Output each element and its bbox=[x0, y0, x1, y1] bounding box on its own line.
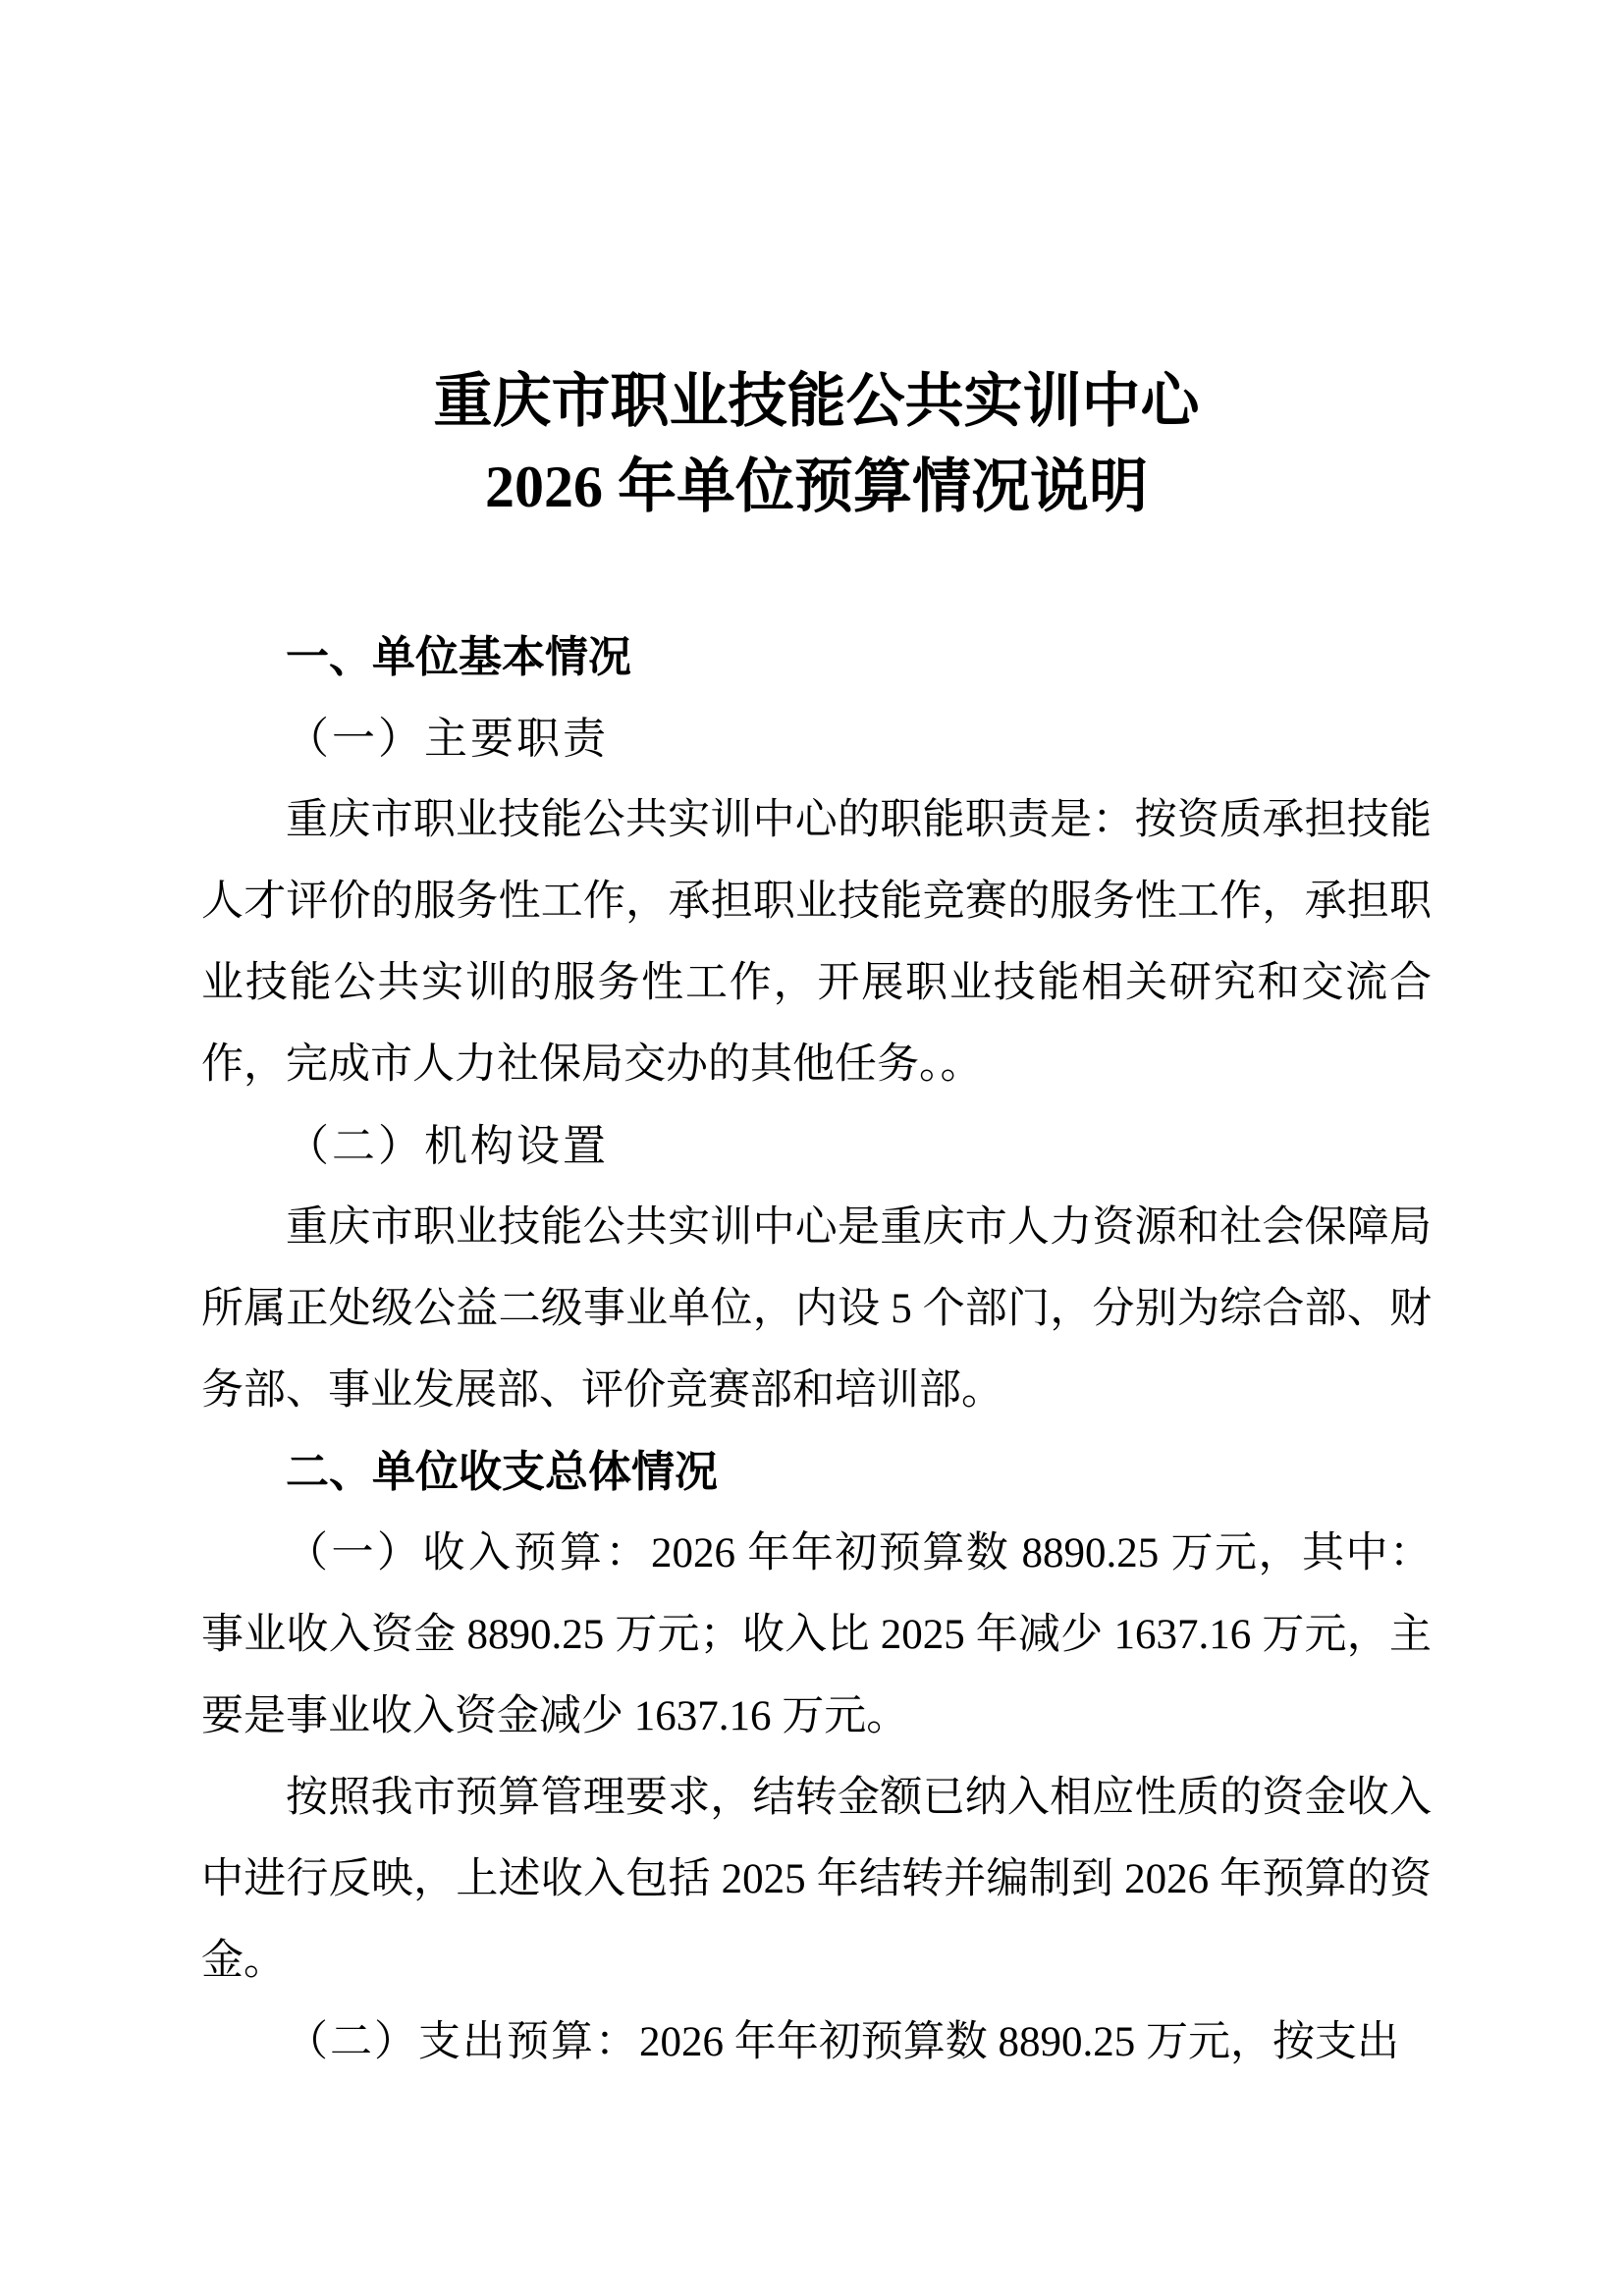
paragraph-revenue-budget-lead: （一）收入预算： bbox=[286, 1528, 651, 1577]
paragraph-org-setup: 重庆市职业技能公共实训中心是重庆市人力资源和社会保障局所属正处级公益二级事业单位，内设 5 个部门，分别为综合部、财务部、事业发展部、评价竞赛部和培训部。 bbox=[201, 1204, 1432, 1414]
document-title bbox=[201, 359, 1432, 530]
paragraph-expenditure-budget-text: 2026 年年初预算数 8890.25 万元，按支出 bbox=[639, 2019, 1399, 2065]
section-heading-basic-info: 一、单位基本情况 bbox=[286, 633, 631, 681]
subheading-org-setup: （二）机构设置 bbox=[286, 1121, 609, 1171]
paragraph-expenditure-budget bbox=[201, 2002, 1432, 2083]
paragraph-revenue-budget bbox=[201, 1513, 1432, 1757]
section-heading-revenue-expenditure: 二、单位收支总体情况 bbox=[286, 1448, 718, 1496]
document-title-line1: 重庆市职业技能公共实训中心 bbox=[433, 369, 1200, 434]
document-title-line2: 2026 年单位预算情况说明 bbox=[485, 454, 1148, 519]
paragraph-duties: 重庆市职业技能公共实训中心的职能职责是：按资质承担技能人才评价的服务性工作，承担职业技能竞赛的服务性工作，承担职业技能公共实训的服务性工作，开展职业技能相关研究和交流合作，完成市人力社保局交办的其他任务。。 bbox=[201, 797, 1432, 1088]
paragraph-expenditure-budget-lead: （二）支出预算： bbox=[286, 2017, 639, 2066]
paragraph-revenue-budget-text: 2026 年年初预算数 8890.25 万元，其中：事业收入资金 8890.25 万元；收入比 2025 年减少 1637.16 万元，主要是事业收入资金减少 1637.16 万元。 bbox=[201, 1530, 1432, 1739]
paragraph-carryover-note: 按照我市预算管理要求，结转金额已纳入相应性质的资金收入中进行反映，上述收入包括 2025 年结转并编制到 2026 年预算的资金。 bbox=[201, 1775, 1432, 1984]
subheading-main-duties: （一）主要职责 bbox=[286, 714, 609, 764]
